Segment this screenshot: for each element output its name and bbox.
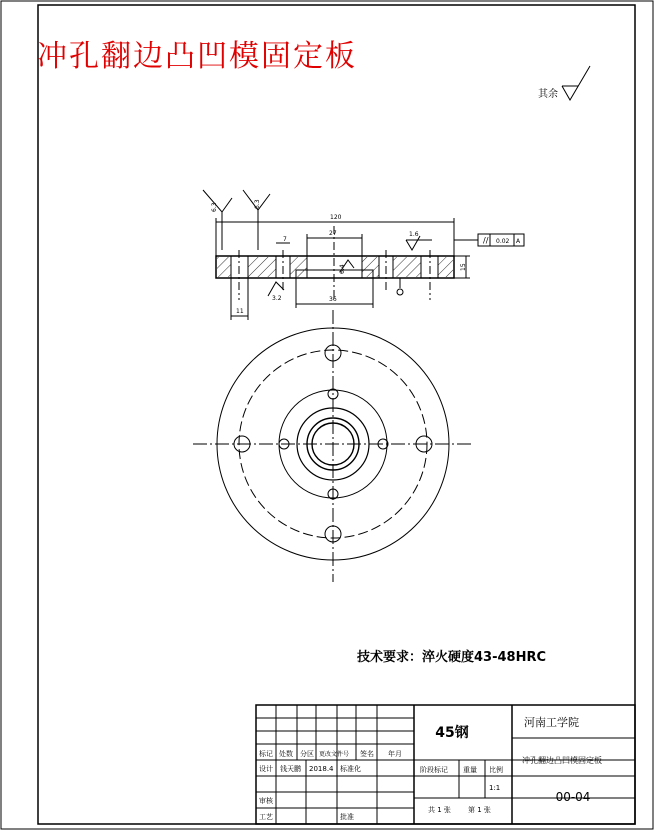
designer-name: 钱天鹏 — [280, 765, 301, 773]
dim-120: 120 — [330, 214, 342, 221]
design-date: 2018.4 — [309, 765, 334, 773]
scale-label: 比例 — [489, 766, 503, 774]
roughness-symbol-icon — [562, 66, 590, 100]
plan-view — [193, 310, 472, 582]
surface-finish-rest-label: 其余 — [538, 89, 558, 100]
datum-letter: A — [516, 238, 521, 245]
material: 45钢 — [435, 725, 469, 741]
standard-label: 标准化 — [340, 765, 361, 773]
tolerance-value: 0.02 — [496, 238, 510, 245]
header-signature: 签名 — [360, 750, 374, 758]
tech-requirement: 技术要求：淬火硬度43-48HRC — [357, 650, 547, 665]
sheet-count: 共 1 张 — [428, 806, 451, 814]
dim-27: 27 — [329, 230, 337, 237]
parallelism-icon: // — [483, 236, 489, 245]
header-count: 处数 — [279, 750, 293, 758]
header-zone: 分区 — [300, 750, 314, 758]
stage-label: 阶段标记 — [420, 766, 448, 774]
school-name: 河南工学院 — [524, 716, 579, 729]
drawing-title: 冲孔翻边凸凹模固定板 — [37, 39, 357, 74]
roughness-6-4: 6.4 — [339, 264, 346, 274]
roughness-1-6: 1.6 — [409, 231, 419, 238]
header-change-doc: 更改文件号 — [319, 751, 350, 758]
dim-36: 36 — [329, 296, 337, 303]
roughness-6-3-a: 6.3 — [211, 202, 218, 212]
sheet-number: 第 1 张 — [468, 806, 491, 814]
drawing-name: 冲孔翻边凸凹模固定板 — [522, 756, 602, 765]
dim-7: 7 — [283, 236, 287, 243]
design-label: 设计 — [259, 765, 273, 773]
weight-label: 重量 — [463, 766, 477, 774]
section-view — [203, 190, 524, 320]
review-label: 审核 — [259, 797, 273, 805]
header-date: 年月 — [388, 750, 402, 758]
approve-label: 批准 — [340, 813, 354, 821]
dim-15: 15 — [460, 263, 467, 271]
scale-value: 1:1 — [489, 784, 501, 792]
roughness-3-2: 3.2 — [272, 295, 282, 302]
dim-11: 11 — [236, 308, 244, 315]
roughness-6-3-b: 6.3 — [254, 199, 261, 209]
inner-frame — [38, 5, 635, 824]
drawing-number: 00-04 — [555, 790, 591, 804]
header-mark: 标记 — [259, 750, 273, 758]
process-label: 工艺 — [259, 813, 273, 821]
